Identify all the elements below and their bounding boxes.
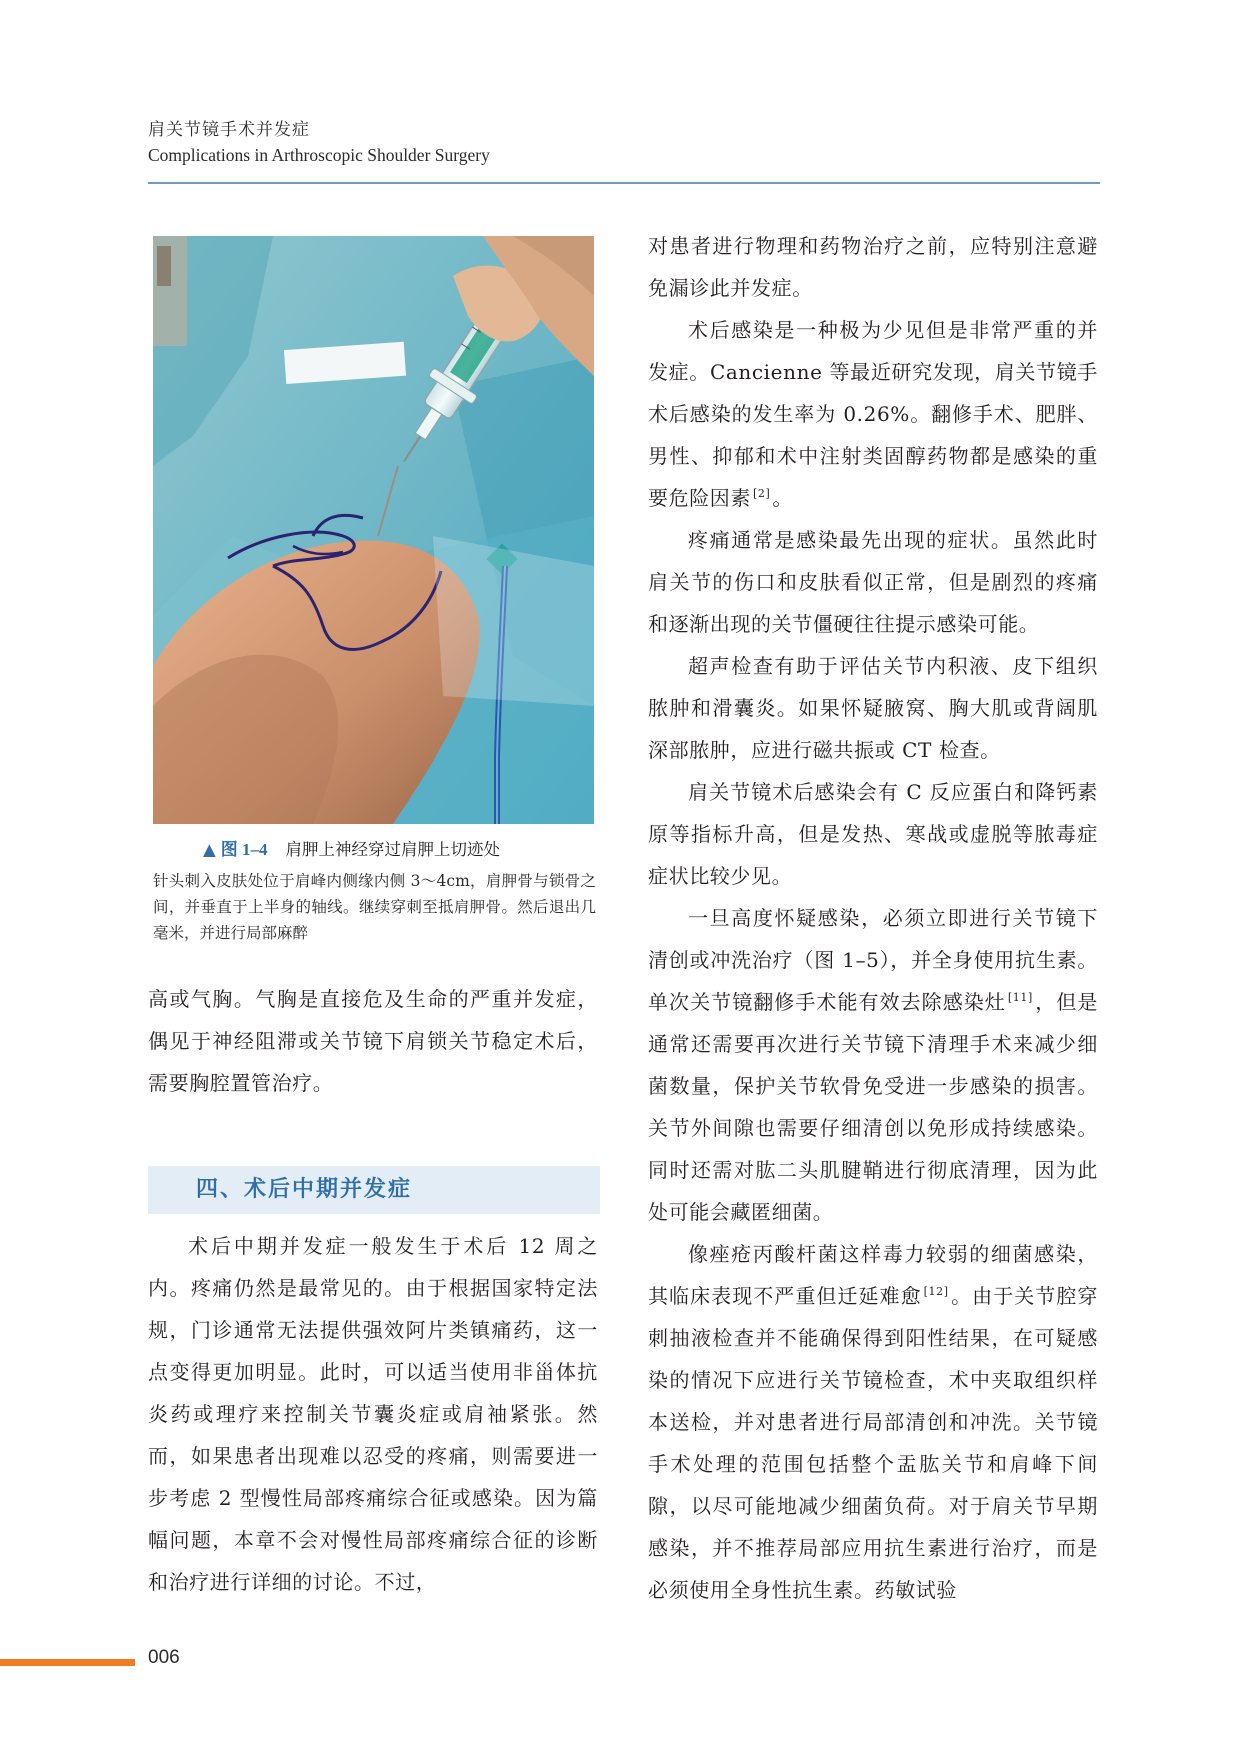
caption-triangle-icon: ▲ — [203, 840, 216, 859]
right-paragraph-7-text: 像痤疮丙酸杆菌这样毒力较弱的细菌感染，其临床表现不严重但迁延难愈 — [648, 1242, 1098, 1308]
left-paragraph-continued: 高或气胸。气胸是直接危及生命的严重并发症，偶见于神经阻滞或关节镜下肩锁关节稳定术后，需要胸腔置管治疗。 — [148, 987, 598, 1095]
right-paragraph-2-end: 。 — [772, 486, 793, 510]
right-paragraph-6 — [648, 897, 1098, 1233]
figure-number: 图 1–4 — [220, 840, 268, 859]
left-column-lower — [148, 1225, 598, 1603]
header-divider — [148, 182, 1100, 184]
right-paragraph-4: 超声检查有助于评估关节内积液、皮下组织脓肿和滑囊炎。如果怀疑腋窝、胸大肌或背阔肌深部脓肿，应进行磁共振或 CT 检查。 — [648, 654, 1098, 762]
figure-title: 肩胛上神经穿过肩胛上切迹处 — [285, 840, 500, 859]
figure-caption-title — [203, 835, 500, 860]
right-paragraph-5: 肩关节镜术后感染会有 C 反应蛋白和降钙素原等指标升高，但是发热、寒战或虚脱等脓毒症症状比较少见。 — [648, 780, 1098, 888]
right-paragraph-7-rest: 。由于关节腔穿刺抽液检查并不能确保得到阳性结果，在可疑感染的情况下应进行关节镜检查，术中夹取组织样本送检，并对患者进行局部清创和冲洗。关节镜手术处理的范围包括整个盂肱关节和肩峰下间隙，以尽可能地减少细菌负荷。对于肩关节早期感染，并不推荐局部应用抗生素进行治疗，而是必须使用全身性抗生素。药敏试验 — [648, 1284, 1098, 1602]
left-paragraph-midterm: 术后中期并发症一般发生于术后 12 周之内。疼痛仍然是最常见的。由于根据国家特定法规，门诊通常无法提供强效阿片类镇痛药，这一点变得更加明显。此时，可以适当使用非甾体抗炎药或理疗来控制关节囊炎症或肩袖紧张。然而，如果患者出现难以忍受的疼痛，则需要进一步考虑 2 型慢性局部疼痛综合征或感染。因为篇幅问题，本章不会对慢性局部疼痛综合征的诊断和治疗进行详细的讨论。不过， — [148, 1234, 598, 1594]
citation-2: [2] — [753, 487, 771, 501]
left-column-upper — [148, 978, 598, 1104]
section-heading: 四、术后中期并发症 — [196, 1177, 413, 1202]
header-title-en: Complications in Arthroscopic Shoulder Surgery — [148, 145, 490, 165]
right-paragraph-2-text: 术后感染是一种极为少见但是非常严重的并发症。Cancienne 等最近研究发现，肩关节镜手术后感染的发生率为 0.26%。翻修手术、肥胖、男性、抑郁和术中注射类固醇药物都是感染的重要危险因素 — [648, 318, 1098, 510]
page-number: 006 — [148, 1647, 180, 1668]
header-title-zh: 肩关节镜手术并发症 — [148, 120, 310, 140]
running-header — [148, 118, 1098, 167]
right-paragraph-3: 疼痛通常是感染最先出现的症状。虽然此时肩关节的伤口和皮肤看似正常，但是剧烈的疼痛和逐渐出现的关节僵硬往往提示感染可能。 — [648, 528, 1098, 636]
right-paragraph-7 — [648, 1233, 1098, 1611]
figure-photo-shoulder-injection — [153, 236, 594, 824]
right-paragraph-6-text: 一旦高度怀疑感染，必须立即进行关节镜下清创或冲洗治疗（图 1–5），并全身使用抗生素。单次关节镜翻修手术能有效去除感染灶 — [648, 906, 1098, 1014]
figure-caption-body: 针头刺入皮肤处位于肩峰内侧缘内侧 3～4cm，肩胛骨与锁骨之间，并垂直于上半身的轴线。继续穿刺至抵肩胛骨。然后退出几毫米，并进行局部麻醉 — [153, 872, 596, 942]
footer-accent-bar — [0, 1659, 135, 1666]
citation-11: [11] — [1007, 991, 1033, 1005]
citation-12: [12] — [923, 1285, 949, 1299]
right-paragraph-1: 对患者进行物理和药物治疗之前，应特别注意避免漏诊此并发症。 — [648, 234, 1098, 300]
right-paragraph-2 — [648, 309, 1098, 519]
right-paragraph-6-rest: ，但是通常还需要再次进行关节镜下清理手术来减少细菌数量，保护关节软骨免受进一步感染的损害。关节外间隙也需要仔细清创以免形成持续感染。同时还需对肱二头肌腱鞘进行彻底清理，因为此处可能会藏匿细菌。 — [648, 990, 1098, 1224]
right-column — [648, 225, 1098, 1611]
